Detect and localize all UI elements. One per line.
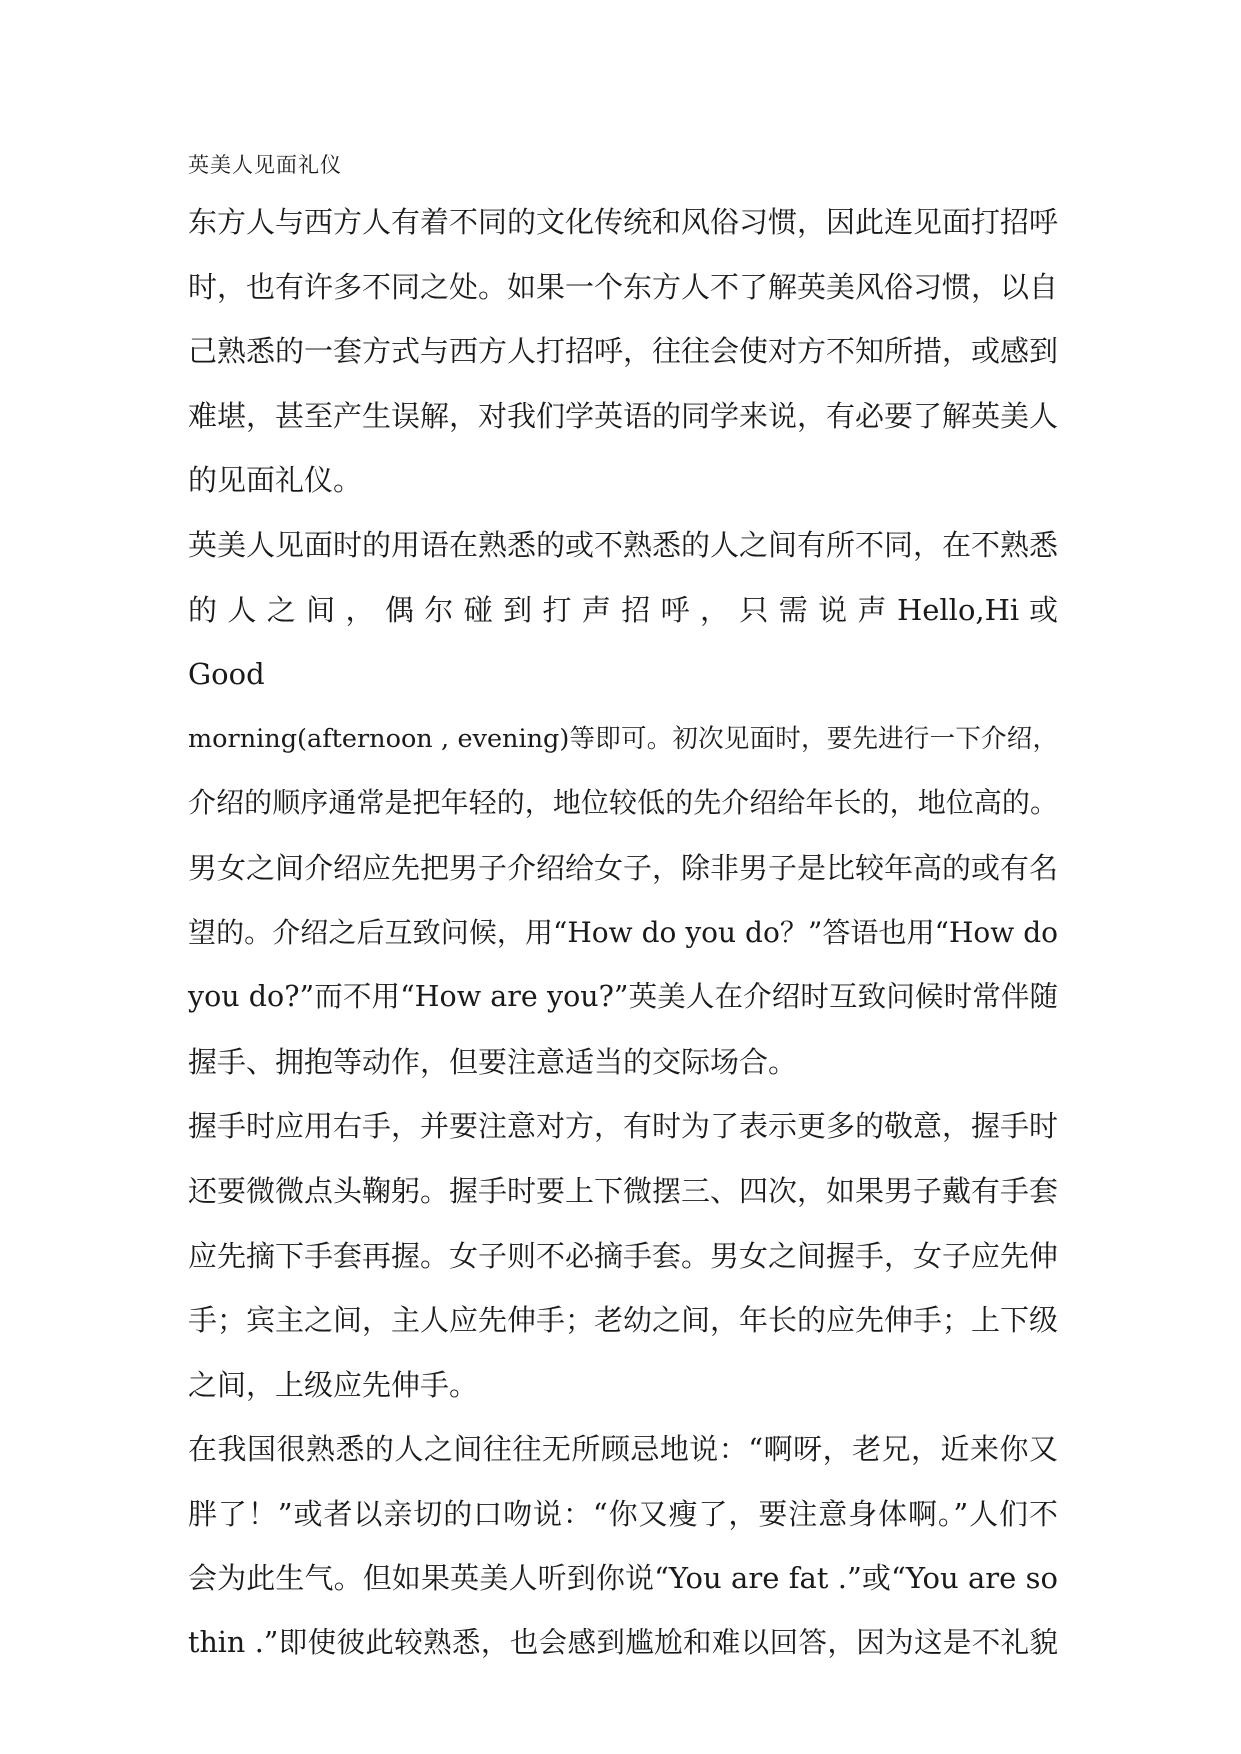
text-line: 东方人与西方人有着不同的文化传统和风俗习惯，因此连见面打招呼 xyxy=(188,205,1059,239)
document-page xyxy=(188,148,1058,1676)
text-line: 在我国很熟悉的人之间往往无所顾忌地说：“啊呀，老兄，近来你又 xyxy=(188,1432,1058,1467)
text-line: thin .”即使彼此较熟悉，也会感到尴尬和难以回答，因为这是不礼貌 xyxy=(188,1626,1058,1660)
text-line: 己熟悉的一套方式与西方人打招呼，往往会使对方不知所措，或感到 xyxy=(188,334,1059,369)
text-line: 介绍的顺序通常是把年轻的，地位较低的先介绍给年长的，地位高的。 xyxy=(188,786,1058,820)
paragraph-remarks xyxy=(188,1417,1058,1675)
paragraph-intro xyxy=(188,190,1058,513)
text-line: 会为此生气。但如果英美人听到你说“You are fat .”或“You are so xyxy=(188,1561,1058,1596)
text-line: 握手时应用右手，并要注意对方，有时为了表示更多的敬意，握手时 xyxy=(188,1109,1059,1144)
text-line: 男女之间介绍应先把男子介绍给女子，除非男子是比较年高的或有名 xyxy=(188,850,1059,885)
paragraph-handshake xyxy=(188,1094,1058,1417)
text-line: 之间，上级应先伸手。 xyxy=(188,1367,479,1402)
text-line: 望的。介绍之后互致问候，用“How do you do？”答语也用“How do xyxy=(188,915,1058,949)
text-line: 手；宾主之间，主人应先伸手；老幼之间，年长的应先伸手；上下级 xyxy=(188,1303,1059,1338)
text-line: 握手、拥抱等动作，但要注意适当的交际场合。 xyxy=(188,1044,798,1079)
text-line: 难堪，甚至产生误解，对我们学英语的同学来说，有必要了解英美人 xyxy=(188,398,1059,433)
text-line: 的见面礼仪。 xyxy=(188,463,363,498)
text-line: you do?”而不用“How are you?”英美人在介绍时互致问候时常伴随 xyxy=(188,980,1058,1014)
text-line: 还要微微点头鞠躬。握手时要上下微摆三、四次，如果男子戴有手套 xyxy=(188,1173,1059,1208)
text-line: 英美人见面时的用语在熟悉的或不熟悉的人之间有所不同，在不熟悉 xyxy=(188,527,1059,562)
paragraph-greetings xyxy=(188,513,1058,1094)
text-line: morning(afternoon , evening)等即可。初次见面时，要先进行一下介绍， xyxy=(188,723,1058,754)
document-title: 英美人见面礼仪 xyxy=(188,153,342,177)
text-line: 的 人 之 间 ， 偶 尔 碰 到 打 声 招 呼 ， 只 需 说 声 Hello,Hi 或 Good xyxy=(188,592,1058,692)
text-line: 时，也有许多不同之处。如果一个东方人不了解英美风俗习惯，以自 xyxy=(188,269,1059,304)
text-line: 应先摘下手套再握。女子则不必摘手套。男女之间握手，女子应先伸 xyxy=(188,1238,1059,1273)
text-line: 胖了！”或者以亲切的口吻说：“你又瘦了，要注意身体啊。”人们不 xyxy=(188,1496,1058,1531)
